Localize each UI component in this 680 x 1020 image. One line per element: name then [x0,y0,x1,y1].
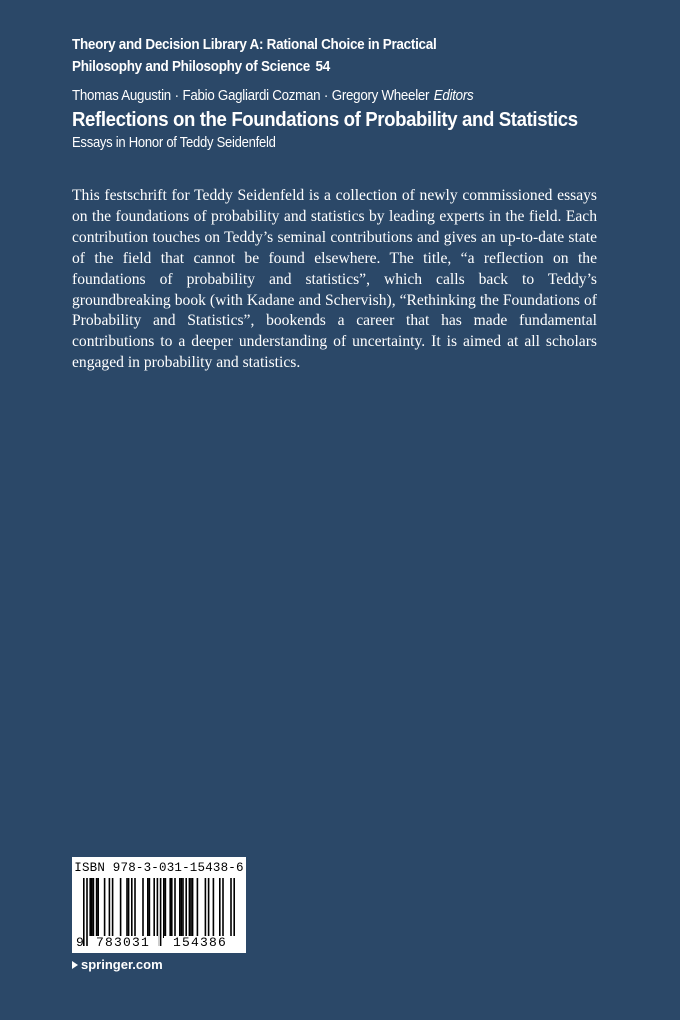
barcode-bar [142,878,144,938]
barcode-bar [192,878,194,938]
barcode-digits [76,936,242,950]
isbn-label: ISBN 978-3-031-15438-6 [74,861,244,875]
barcode-bar [91,878,93,938]
barcode-bar [128,878,130,938]
barcode-bar [147,878,149,938]
editor-name: Gregory Wheeler [331,88,430,104]
barcode-bar [120,878,122,938]
editor-separator: · [174,88,179,104]
barcode-bar [205,878,207,938]
editor-name: Fabio Gagliardi Cozman [182,88,321,104]
barcode-bar [112,878,114,938]
isbn-barcode [72,857,246,953]
barcode-bar [208,878,210,938]
barcode-bar [165,878,167,938]
barcode-bar [134,878,136,938]
series-title [72,34,593,78]
back-cover-blurb: This festschrift for Teddy Seidenfeld is a collection of newly commissioned essays on the foundations of probability and statistics by leading experts in the field. Each contribution touches on Teddy’s seminal contributions and gives an up-to-date state of the field that cannot be found elsewhere. The title, “a reflection on the foundations of probability and statistics”, which calls back to Teddy’s groundbreaking book (with Kadane and Schervish), “Rethinking the Foundations of Probability and Statistics”, bookends a career that has made fundamental contributions to a deeper understanding of uncertainty. It is aimed at all scholars engaged in probability and statistics. [72,187,597,372]
barcode-digit-first: 9 [76,935,84,950]
barcode-bar [171,878,173,938]
barcode-bar [153,878,155,938]
barcode-bar [149,878,151,938]
barcode-bar [169,878,171,938]
barcode-bar [96,878,98,938]
barcode-bar [190,878,192,938]
barcode-bar [219,878,221,938]
series-name: Philosophy and Philosophy of Science [72,59,310,75]
barcode-bar [109,878,111,938]
arrow-icon [72,961,78,969]
editor-separator: · [323,88,329,104]
series-line-2 [72,56,593,78]
barcode-bar [97,878,99,938]
editors-line [72,86,473,106]
editor-name: Thomas Augustin [72,88,171,104]
barcode-bar [126,878,128,938]
book-title: Reflections on the Foundations of Probability and Statistics [72,109,578,131]
series-volume: 54 [315,59,331,75]
publisher-url: springer.com [81,957,163,972]
barcode-bar [222,878,224,938]
barcode-digits-left: 783031 [88,936,158,950]
barcode-bar [174,878,176,938]
barcode-digits-right: 154386 [164,936,236,950]
editors-role: Editors [433,88,474,104]
barcode-bar [182,878,184,938]
barcode-bar [89,878,91,938]
barcode-bar [104,878,106,938]
barcode-bar [189,878,191,938]
book-subtitle: Essays in Honor of Teddy Seidenfeld [72,135,276,151]
barcode-bar [93,878,95,938]
barcode-bar [185,878,187,938]
barcode-bar [181,878,183,938]
series-line-1: Theory and Decision Library A: Rational Choice in Practical [72,37,437,53]
barcode-bar [179,878,181,938]
barcode-bar [163,878,165,938]
barcode-bar [197,878,199,938]
publisher-link[interactable] [72,957,163,973]
barcode-bar [213,878,215,938]
barcode-bar [131,878,133,938]
